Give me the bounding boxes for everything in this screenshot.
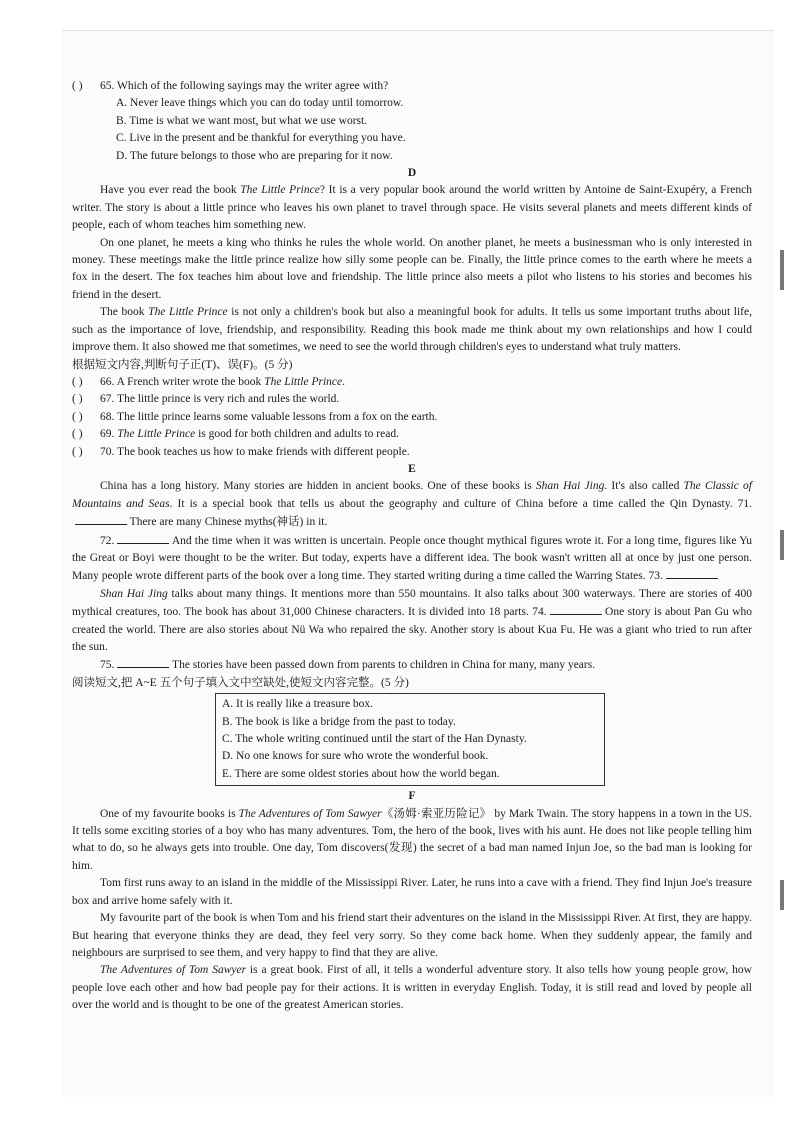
section-f-heading: F: [408, 790, 416, 803]
tf-item-68: ( ) 68. The little prince learns some valuable lessons from a fox on the earth.: [72, 409, 752, 426]
option-d: D. The future belongs to those who are preparing for it now.: [116, 149, 393, 162]
exam-content: [72, 78, 752, 1015]
passage-f-paragraph: One of my favourite books is The Adventures of Tom Sawyer《汤姆·索亚历险记》 by Mark Twain. The story happens in a town in the US. It tells some exciting stories of a boy who has many adventures. Tom, the hero of the book, lives with his aunt. He does not like people telling him what to do, so he always gets into trouble. One day, Tom discovers(发现) the secret of a bad man named Injun Joe, so the bad man is looking for him.: [72, 807, 752, 872]
passage-e-paragraph: China has a long history. Many stories are hidden in ancient books. One of these books is Shan Hai Jing. It's also called The Classic of Mountains and Seas. It is a special book that tells us about the geography and culture of China before a time called the Qin Dynasty. 71. There are many Chinese myths(神话) in it.: [72, 480, 752, 529]
tf-item-69: ( ) 69. The Little Prince is good for both children and adults to read.: [72, 426, 752, 443]
passage-f-paragraph: The Adventures of Tom Sawyer is a great book. First of all, it tells a wonderful adventure story. It also tells how young people grow, how people love each other and how bad people pay for their actions. It is written in everyday English. Today, it is still read and loved by people all over the world and is thought to be one of the greatest American stories.: [72, 964, 752, 1012]
scan-edge-mark: [780, 250, 784, 290]
section-e-instruction: 阅读短文,把 A~E 五个句子填入文中空缺处,使短文内容完整。(5 分): [72, 676, 409, 689]
scan-edge-mark: [780, 530, 784, 560]
section-d-instruction: 根据短文内容,判断句子正(T)、误(F)。(5 分): [72, 358, 293, 371]
option-c: C. Live in the present and be thankful for everything you have.: [116, 132, 406, 145]
blank-75[interactable]: [117, 656, 169, 668]
passage-d-paragraph: Have you ever read the book The Little Prince? It is a very popular book around the world written by Antoine de Saint-Exupéry, a French writer. The story is about a little prince who leaves his own planet to travel through space. He visits several planets and meets different kinds of people, each of whom teaches him something new.: [72, 184, 753, 232]
option-b: B. Time is what we want most, but what we use worst.: [116, 114, 368, 127]
blank-71[interactable]: [75, 513, 127, 525]
answer-paren[interactable]: ( ): [72, 428, 83, 441]
answer-paren[interactable]: ( ): [72, 445, 83, 458]
question-stem: 65. Which of the following sayings may the writer agree with?: [100, 80, 389, 92]
passage-d-paragraph: On one planet, he meets a king who thinks he rules the whole world. On another planet, he meets a businessman who is only interested in money. These meetings make the little prince realize how silly some people can be. Finally, the little prince comes to the earth where he meets a fox in the desert. The fox teaches him about love and friendship. The little prince also meets a pilot who listens to his stories and becomes his friend in the desert.: [72, 236, 752, 301]
answer-paren[interactable]: ( ): [72, 410, 83, 423]
option-box: [215, 693, 605, 786]
blank-73[interactable]: [666, 567, 718, 579]
passage-e-paragraph: 72. And the time when it was written is uncertain. People once thought mythical figures wrote it. For a long time, figures like Yu the Great or Boyi were thought to be the writer. But today, experts have a different idea. The book wasn't written all at once by just one person. Many people wrote different parts of the book over a long time. They started writing during a time called the Warring States. 73.: [72, 532, 752, 586]
question-65: [72, 78, 752, 95]
box-option-e: E. There are some oldest stories about how the world began.: [222, 767, 500, 780]
box-option-d: D. No one knows for sure who wrote the wonderful book.: [222, 750, 489, 763]
passage-e-paragraph: Shan Hai Jing talks about many things. It mentions more than 550 mountains. It also talks about 300 waterways. There are stories of 400 mythical creatures, too. The book has about 31,000 Chinese characters. It is divided into 18 parts. 74. One story is about Pan Gu who created the world. There are also stories about Nü Wa who repaired the sky. Another story is about Kua Fu. He was a giant who tried to run after the sun.: [72, 587, 752, 653]
section-e-heading: E: [408, 462, 416, 475]
tf-item-66: ( ) 66. A French writer wrote the book The Little Prince.: [72, 374, 752, 391]
answer-paren[interactable]: ( ): [72, 80, 83, 92]
tf-item-70: ( ) 70. The book teaches us how to make friends with different people.: [72, 444, 752, 461]
answer-paren[interactable]: ( ): [72, 375, 83, 388]
blank-74[interactable]: [550, 603, 602, 615]
box-option-c: C. The whole writing continued until the start of the Han Dynasty.: [222, 733, 527, 746]
tf-item-67: ( ) 67. The little prince is very rich and rules the world.: [72, 391, 752, 408]
section-d-heading: D: [407, 167, 417, 180]
passage-d-paragraph: The book The Little Prince is not only a children's book but also a meaningful book for adults. It tells us some important truths about life, such as the importance of love, friendship, and responsibility. Reading this book made me think about my own relationships and how I could improve them. It also showed me that sometimes, we need to see the world through children's eyes to understand what truly matters.: [72, 306, 752, 354]
answer-paren[interactable]: ( ): [72, 393, 83, 406]
passage-e-paragraph: 75. The stories have been passed down from parents to children in China for many, many years.: [72, 656, 752, 674]
scan-edge-mark: [780, 880, 784, 910]
passage-f-paragraph: My favourite part of the book is when Tom and his friend start their adventures on the island in the Mississippi River. At first, they are happy. But hearing that everyone thinks they are dead, they feel very sorry. So they come back home. When they suddenly appear, the family and neighbours are surprised to see them, and very happy to find that they are alive.: [72, 912, 752, 959]
book-title: The Little Prince: [148, 306, 228, 319]
book-title: The Little Prince: [240, 184, 320, 197]
box-option-b: B. The book is like a bridge from the past to today.: [222, 715, 456, 728]
passage-f-paragraph: Tom first runs away to an island in the middle of the Mississippi River. Later, he runs into a cave with a friend. They find Injun Joe's treasure box and arrive home safely with it.: [72, 877, 752, 907]
option-a: A. Never leave things which you can do today until tomorrow.: [116, 97, 404, 110]
box-option-a: A. It is really like a treasure box.: [222, 698, 374, 711]
blank-72[interactable]: [117, 532, 169, 544]
